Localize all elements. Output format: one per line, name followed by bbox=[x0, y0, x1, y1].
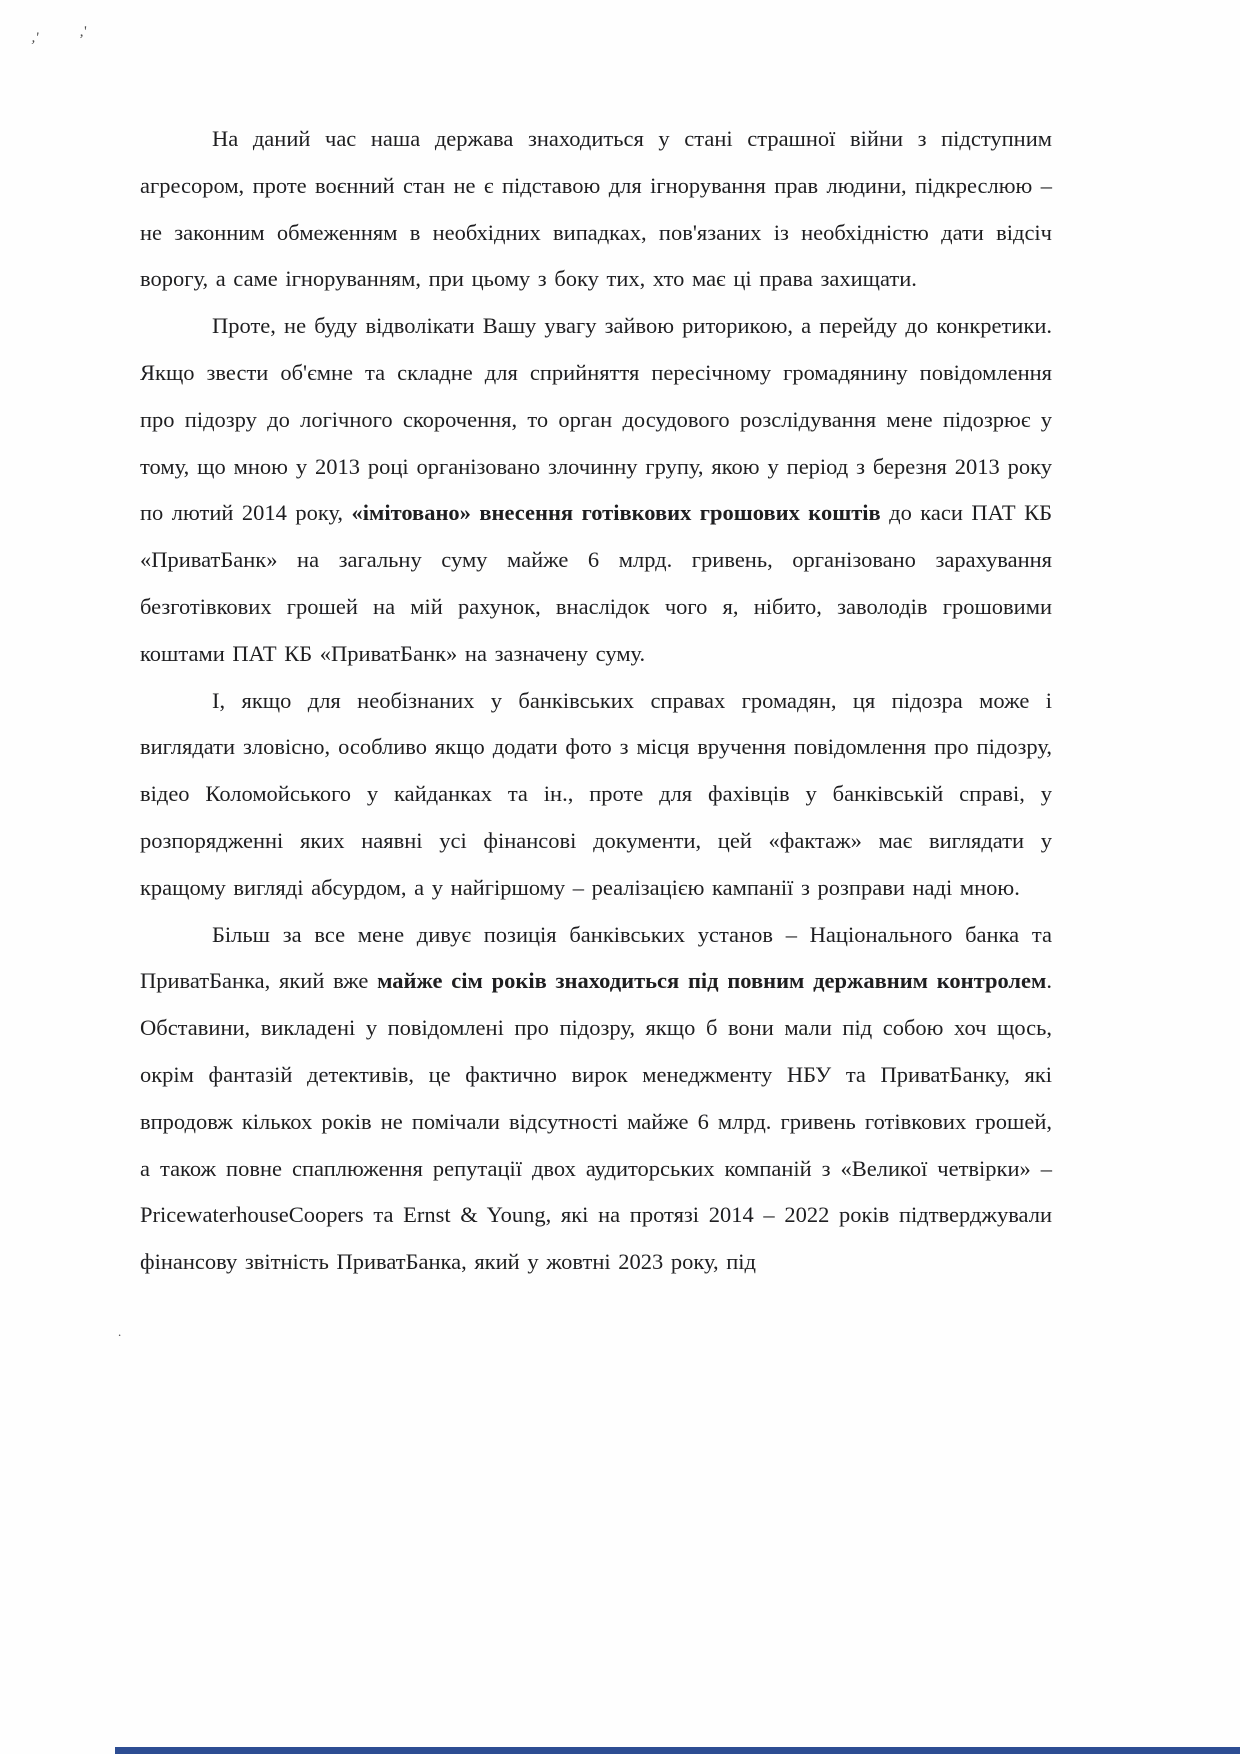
scan-edge-artifact bbox=[115, 1747, 1240, 1754]
text-run: . Обставини, викладені у повідомлені про підозру, якщо б вони мали під собою хоч щось, окрім фантазій детективів, це фактично вирок менеджменту НБУ та ПриватБанку, які впродовж кількох років не помічали відсутності майже 6 млрд. гривень готівкових грошей, а також повне спаплюження репутації двох аудиторських компаній з «Великої четвірки» – PricewaterhouseCoopers та Ernst & Young, які на протязі 2014 – 2022 років підтверджували фінансову звітність ПриватБанка, який у жовтні 2023 року, під bbox=[140, 968, 1052, 1275]
bold-text-run: майже сім років знаходиться під повним державним контролем bbox=[377, 968, 1047, 994]
paragraph bbox=[140, 116, 1052, 303]
scan-mark: ,' bbox=[30, 29, 40, 47]
scan-mark: . bbox=[118, 1324, 122, 1339]
paragraph bbox=[140, 303, 1052, 677]
document-body bbox=[140, 116, 1052, 1286]
scan-mark: ,' bbox=[79, 23, 88, 41]
bold-text-run: «імітовано» внесення готівкових грошових коштів bbox=[351, 500, 881, 526]
text-run: Більш за все мене дивує позиція банківських установ – Національного банка та ПриватБанка, який вже bbox=[140, 921, 1052, 994]
paragraph bbox=[140, 678, 1052, 912]
text-run: Проте, не буду відволікати Вашу увагу зайвою риторикою, а перейду до конкретики. Якщо звести об'ємне та складне для сприйняття пересічному громадянину повідомлення про підозру до логічного скорочення, то орган досудового розслідування мене підозрює у тому, що мною у 2013 році організовано злочинну групу, якою у період з березня 2013 року по лютий 2014 року, bbox=[140, 313, 1052, 526]
paragraph bbox=[140, 912, 1052, 1286]
text-run: І, якщо для необізнаних у банківських справах громадян, ця підозра може і виглядати зловісно, особливо якщо додати фото з місця вручення повідомлення про підозру, відео Коломойського у кайданках та ін., проте для фахівців у банківській справі, у розпорядженні яких наявні усі фінансові документи, цей «фактаж» має виглядати у кращому вигляді абсурдом, а у найгіршому – реалізацією кампанії з розправи наді мною. bbox=[140, 687, 1052, 900]
text-run: На даний час наша держава знаходиться у стані страшної війни з підступним агресором, проте воєнний стан не є підставою для ігнорування прав людини, підкреслюю – не законним обмеженням в необхідних випадках, пов'язаних із необхідністю дати відсіч ворогу, а саме ігноруванням, при цьому з боку тих, хто має ці права захищати. bbox=[140, 126, 1052, 292]
text-run: до каси ПАТ КБ «ПриватБанк» на загальну суму майже 6 млрд. гривень, організовано зарахування безготівкових грошей на мій рахунок, внаслідок чого я, нібито, заволодів грошовими коштами ПАТ КБ «ПриватБанк» на зазначену суму. bbox=[140, 500, 1053, 666]
